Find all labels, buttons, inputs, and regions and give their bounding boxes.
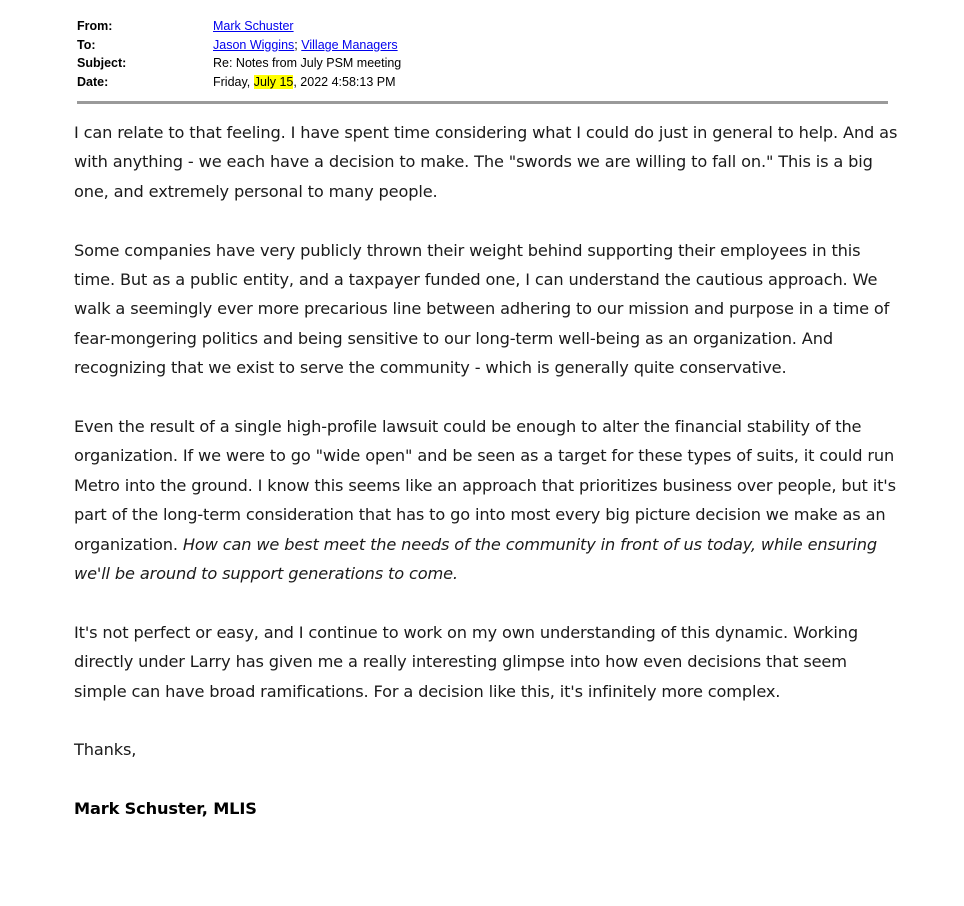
from-row	[77, 17, 888, 36]
paragraph-3-italic: How can we best meet the needs of the community in front of us today, while ensuring we'll be around to support generations to come.	[74, 534, 877, 584]
subject-value: Re: Notes from July PSM meeting	[213, 56, 402, 71]
subject-label: Subject:	[77, 56, 127, 71]
subject-row	[77, 54, 888, 73]
date-label: Date:	[77, 75, 109, 90]
to-label: To:	[77, 37, 96, 52]
date-highlight: July 15	[253, 75, 294, 90]
date-value	[213, 73, 396, 92]
date-prefix: Friday,	[213, 75, 254, 90]
email-body	[74, 118, 904, 853]
to-separator: ;	[294, 37, 298, 52]
from-link[interactable]: Mark Schuster	[213, 19, 294, 33]
to-link-village-managers[interactable]: Village Managers	[301, 37, 398, 52]
signature: Mark Schuster, MLIS	[74, 799, 257, 819]
date-row	[77, 73, 888, 92]
paragraph-3	[74, 412, 904, 588]
header-divider	[77, 101, 888, 104]
paragraph-1: I can relate to that feeling. I have spent time considering what I could do just in general to help. And as with anything - we each have a decision to make. The "swords we are willing to fall on." This is a big one, and extremely personal to many people.	[74, 123, 898, 201]
closing: Thanks,	[74, 740, 137, 760]
email-header	[77, 17, 888, 92]
from-label: From:	[77, 19, 113, 33]
date-suffix: , 2022 4:58:13 PM	[293, 75, 396, 90]
paragraph-2: Some companies have very publicly thrown their weight behind supporting their employees in this time. But as a public entity, and a taxpayer funded one, I can understand the cautious approach. We walk a seemingly ever more precarious line between adhering to our mission and purpose in a time of fear-mongering politics and being sensitive to our long-term well-being as an organization. And recognizing that we exist to serve the community - which is generally quite conservative.	[74, 240, 890, 378]
to-link-jason[interactable]: Jason Wiggins	[213, 37, 295, 52]
paragraph-4: It's not perfect or easy, and I continue to work on my own understanding of this dynamic. Working directly under Larry has given me a really interesting glimpse into how even decisions that seem simple can have broad ramifications. For a decision like this, it's infinitely more complex.	[74, 622, 858, 701]
to-row	[77, 36, 888, 55]
paragraph-3-text: Even the result of a single high-profile lawsuit could be enough to alter the financial stability of the organization. If we were to go "wide open" and be seen as a target for these types of suits, it could run Metro into the ground. I know this seems like an approach that prioritizes business over people, but it's part of the long-term consideration that has to go into most every big picture decision we make as an organization.	[74, 417, 896, 554]
